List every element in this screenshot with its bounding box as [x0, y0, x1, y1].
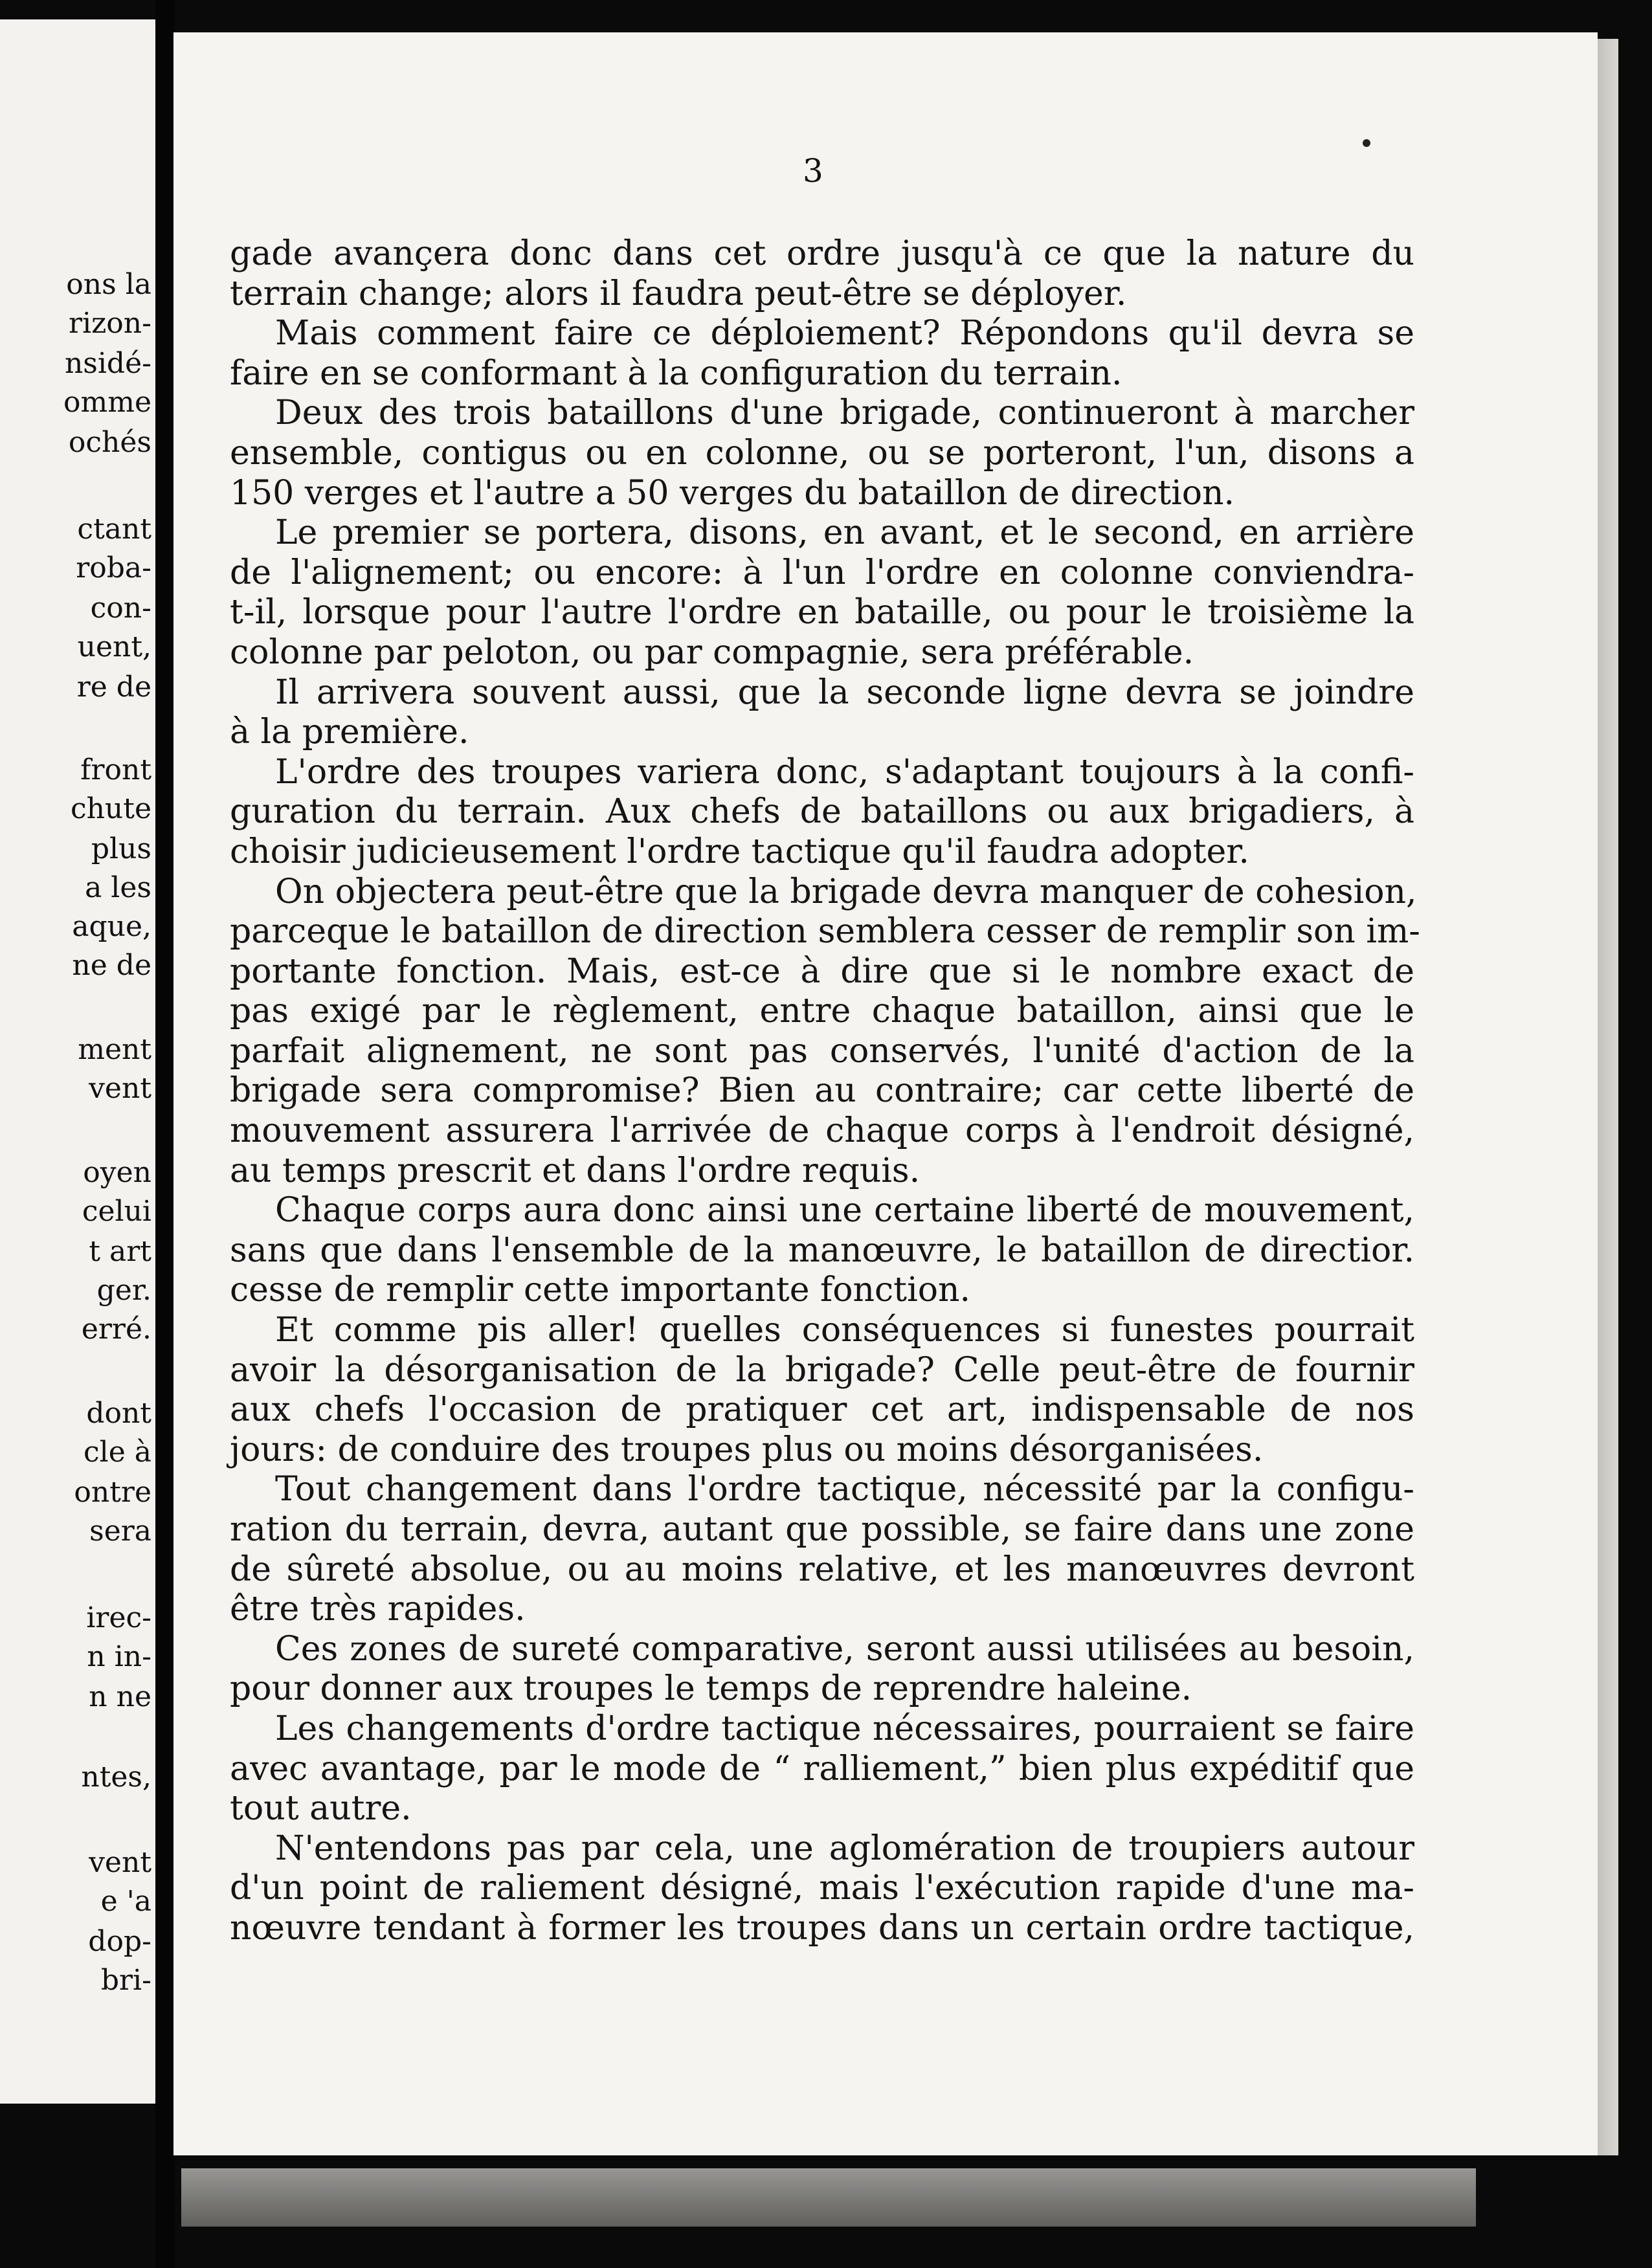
- left-page-fragment: t art: [89, 1235, 151, 1268]
- left-page-fragment: n ne: [89, 1680, 151, 1713]
- left-page-fragment: re de: [76, 671, 151, 704]
- text-line: au temps prescrit et dans l'ordre requis.: [230, 1151, 921, 1190]
- previous-page-strip: [0, 19, 155, 2104]
- text-line: ensemble, contigus ou en colonne, ou se porteront, l'un, disons a: [230, 433, 1414, 472]
- left-page-fragment: nsidé-: [64, 347, 151, 380]
- text-line: parfait alignement, ne sont pas conservés, l'unité d'action de la: [230, 1031, 1414, 1071]
- text-line: Mais comment faire ce déploiement? Répondons qu'il devra se: [275, 314, 1414, 353]
- left-page-fragment: ne de: [72, 949, 151, 982]
- left-page-fragment: a les: [85, 871, 151, 904]
- text-line: t-il, lorsque pour l'autre l'ordre en bataille, ou pour le troisième la: [230, 593, 1414, 632]
- page-number: 3: [803, 152, 823, 190]
- left-page-fragment: roba-: [76, 551, 151, 584]
- text-line: N'entendons pas par cela, une aglomération de troupiers autour: [275, 1829, 1414, 1868]
- text-line: mouvement assurera l'arrivée de chaque corps à l'endroit désigné,: [230, 1111, 1414, 1151]
- left-page-fragment: e 'a: [100, 1885, 151, 1918]
- left-page-fragment: vent: [89, 1072, 151, 1105]
- text-line: avec avantage, par le mode de “ ralliement,” bien plus expéditif que: [230, 1749, 1414, 1788]
- left-page-fragment: cle à: [84, 1436, 151, 1469]
- ink-speck: [1363, 139, 1370, 147]
- text-line: Tout changement dans l'ordre tactique, nécessité par la configu-: [275, 1470, 1414, 1509]
- text-line: nœuvre tendant à former les troupes dans un certain ordre tactique,: [230, 1908, 1414, 1948]
- left-page-fragment: front: [80, 753, 151, 786]
- text-line: pas exigé par le règlement, entre chaque bataillon, ainsi que le: [230, 992, 1414, 1031]
- text-line: Et comme pis aller! quelles conséquences si funestes pourrait: [275, 1311, 1414, 1350]
- text-line: On objectera peut-être que la brigade devra manquer de cohesion,: [275, 872, 1417, 911]
- left-page-fragment: aque,: [72, 910, 151, 943]
- text-line: choisir judicieusement l'ordre tactique qu'il faudra adopter.: [230, 832, 1249, 871]
- text-line: avoir la désorganisation de la brigade? Celle peut-être de fournir: [230, 1350, 1414, 1390]
- page-body-text: [230, 234, 1420, 1949]
- text-line: colonne par peloton, ou par compagnie, sera préférable.: [230, 632, 1194, 672]
- text-line: terrain change; alors il faudra peut-être se déployer.: [230, 274, 1127, 313]
- text-line: d'un point de raliement désigné, mais l'exécution rapide d'une ma-: [230, 1869, 1414, 1908]
- left-page-fragment: vent: [89, 1846, 151, 1879]
- left-page-fragment: rizon-: [69, 307, 151, 340]
- left-page-fragment: irec-: [86, 1601, 151, 1634]
- left-page-fragment: n in-: [87, 1640, 151, 1673]
- text-line: de l'alignement; ou encore: à l'un l'ordre en colonne conviendra-: [230, 553, 1414, 592]
- text-line: Deux des trois bataillons d'une brigade, continueront à marcher: [275, 394, 1414, 433]
- text-line: aux chefs l'occasion de pratiquer cet art, indispensable de nos: [230, 1390, 1414, 1430]
- left-page-fragment: ochés: [68, 426, 151, 459]
- text-line: Il arrivera souvent aussi, que la seconde ligne devra se joindre: [275, 673, 1414, 712]
- left-page-fragment: con-: [90, 592, 151, 625]
- text-line: Ces zones de sureté comparative, seront aussi utilisées au besoin,: [275, 1629, 1414, 1669]
- text-line: de sûreté absolue, ou au moins relative, et les manœuvres devront: [230, 1550, 1414, 1589]
- text-line: gade avançera donc dans cet ordre jusqu'à ce que la nature du: [230, 234, 1414, 273]
- left-page-fragment: ons la: [66, 268, 151, 301]
- left-page-fragment: celui: [82, 1195, 151, 1228]
- text-line: jours: de conduire des troupes plus ou moins désorganisées.: [230, 1430, 1264, 1469]
- text-line: à la première.: [230, 713, 469, 752]
- left-page-fragment: dont: [86, 1397, 151, 1430]
- left-page-fragment: ment: [78, 1033, 151, 1066]
- text-line: sans que dans l'ensemble de la manœuvre, le bataillon de directior.: [230, 1230, 1414, 1270]
- text-line: ration du terrain, devra, autant que possible, se faire dans une zone: [230, 1510, 1414, 1549]
- text-line: brigade sera compromise? Bien au contraire; car cette liberté de: [230, 1071, 1414, 1111]
- text-line: être très rapides.: [230, 1590, 526, 1629]
- left-page-fragment: oyen: [83, 1156, 151, 1189]
- left-page-fragment: uent,: [77, 630, 151, 663]
- text-line: Chaque corps aura donc ainsi une certaine liberté de mouvement,: [275, 1191, 1414, 1230]
- left-page-fragment: erré.: [81, 1313, 151, 1346]
- left-page-fragment: omme: [63, 386, 151, 419]
- text-line: Les changements d'ordre tactique nécessaires, pourraient se faire: [275, 1709, 1414, 1748]
- text-line: portante fonction. Mais, est-ce à dire que si le nombre exact de: [230, 951, 1414, 991]
- bleed-through-footer: [181, 2168, 1476, 2227]
- text-line: faire en se conformant à la configuration du terrain.: [230, 353, 1122, 393]
- text-line: Le premier se portera, disons, en avant, et le second, en arrière: [275, 513, 1414, 553]
- text-line: guration du terrain. Aux chefs de bataillons ou aux brigadiers, à: [230, 792, 1414, 832]
- text-line: parceque le bataillon de direction semblera cesser de remplir son im-: [230, 912, 1420, 951]
- left-page-fragment: ntes,: [81, 1761, 151, 1794]
- text-line: tout autre.: [230, 1789, 412, 1829]
- left-page-fragment: bri-: [100, 1964, 151, 1997]
- left-page-fragment: sera: [89, 1515, 151, 1548]
- left-page-fragment: ontre: [74, 1476, 151, 1509]
- book-gutter: [155, 0, 175, 2268]
- text-line: 150 verges et l'autre a 50 verges du bataillon de direction.: [230, 473, 1235, 513]
- left-page-fragment: dop-: [88, 1925, 151, 1958]
- text-line: cesse de remplir cette importante fonction.: [230, 1271, 971, 1310]
- left-page-fragment: plus: [91, 832, 151, 865]
- left-page-fragment: ctant: [77, 513, 151, 546]
- left-page-fragment: ger.: [96, 1274, 151, 1307]
- text-line: L'ordre des troupes variera donc, s'adaptant toujours à la confi-: [275, 752, 1414, 792]
- text-line: pour donner aux troupes le temps de reprendre haleine.: [230, 1669, 1192, 1709]
- left-page-fragment: chute: [70, 792, 151, 825]
